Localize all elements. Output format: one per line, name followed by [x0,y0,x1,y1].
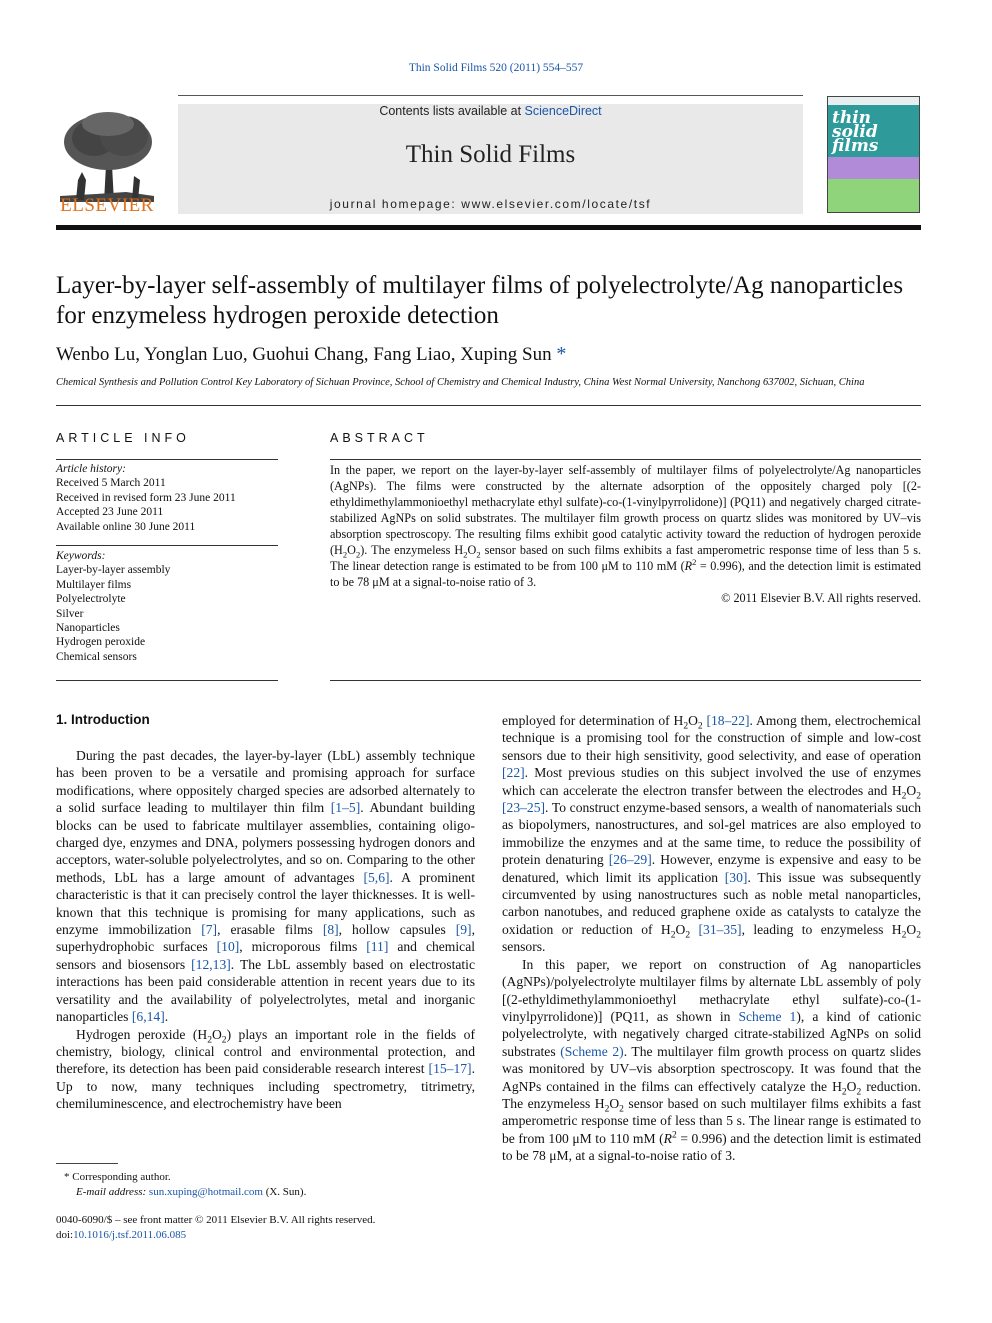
keyword-item: Chemical sensors [56,650,137,663]
footnote-star: * [64,1171,70,1183]
body-column-left [56,747,475,1113]
article-title: Layer-by-layer self-assembly of multilayer films of polyelectrolyte/Ag nanoparticles for enzymeless hydrogen peroxide detection [56,272,904,329]
author-list [56,343,566,366]
keywords-rule [56,545,278,546]
keyword-item: Layer-by-layer assembly [56,564,171,577]
journal-homepage[interactable]: journal homepage: www.elsevier.com/locate/tsf [329,197,652,211]
info-bottom-rule [56,680,278,681]
article-history [56,462,236,534]
body-paragraph: In this paper, we report on construction of Ag nanoparticles (AgNPs)/polyelectrolyte multilayer films by alternate LbL assembly of poly [(2-ethyldimethylammonioethyl methacrylate ethyl sulfate)-co-(1-vinylpyrrolidone)] (PQ11, as shown in Scheme 1), a kind of cationic polyelectrolyte, with negatively charged citrate-stabilized AgNPs on solid substrates (Scheme 2). The multilayer film growth process on quartz slides was monitored by UV–vis absorption spectroscopy. It was found that the AgNPs contained in the films can effectively catalyze the $H_2O_2$ reduction. The enzymeless $H_2O_2$ sensor based on such multilayer films exhibits a fast amperometric response time of less than 5 s. The linear range is estimated to be from 100 μM to 110 mM $(R^2 = 0.996)$ and the detection limit is estimated to be 78 μM, at a signal-to-noise ratio of 3. [502,956,922,1164]
issn-line: 0040-6090/$ – see front matter © 2011 Elsevier B.V. All rights reserved. [56,1214,376,1226]
article-info-rule [56,459,278,460]
publication-footnote [56,1213,375,1243]
body-paragraph: During the past decades, the layer-by-layer (LbL) assembly technique has been proven to be a versatile and promising approach for surface modifications, where oppositely charged species are adsorbed alternately to a solid surface leading to multilayer thin film [1–5]. Abundant building blocks can be used to fabricate multilayer assemblies, containing oligo-charged dye, enzymes and DNA, polymers possessing hydrogen donors and acceptors, water-soluble polyelectrolytes, and so on. Comparing to the other methods, LbL has a large amount of advantages [5,6]. A prominent characteristic is that it can precisely control the layer thicknesses. It is well-known that this technique is promising for many applications, such as enzyme immobilization [7], erasable films [8], hollow capsules [9], superhydrophobic surfaces [10], microporous films [11] and chemical sensors and biosensors [12,13]. The LbL assembly based on electrostatic interactions has been paid considerable attention in recent years due to its versatility and the availability of polyelectrolytes, metal and inorganic nanoparticles [6,14]. [56,748,476,1025]
abstract-top-rule [330,459,921,460]
history-revised: Received in revised form 23 June 2011 [56,491,236,504]
contents-prefix: Contents lists available at [379,104,525,118]
cover-purple-band [828,157,919,179]
abstract-copyright: © 2011 Elsevier B.V. All rights reserved. [721,591,921,605]
article-info-heading: ARTICLE INFO [56,431,190,445]
cover-title: thin solid films [832,108,879,156]
keyword-item: Multilayer films [56,578,132,591]
authors-text: Wenbo Lu, Yonglan Luo, Guohui Chang, Fang Liao, Xuping Sun [56,344,552,365]
header-thick-rule [56,225,921,230]
keyword-item: Nanoparticles [56,622,120,635]
keyword-item: Hydrogen peroxide [56,636,146,649]
email-link[interactable]: sun.xuping@hotmail.com [148,1186,263,1198]
affiliation: Chemical Synthesis and Pollution Control Key Laboratory of Sichuan Province, School of Chemistry and Chemical Industry, China West Normal University, Nanchong 637002, Sichuan, China [56,377,865,388]
abstract-bottom-rule [330,680,921,681]
banner-top-rule [178,95,803,96]
history-received: Received 5 March 2011 [56,477,166,490]
contents-line [178,104,803,118]
keywords-label: Keywords: [56,550,106,562]
cover-top-band [828,97,919,105]
email-label: E-mail address: [76,1186,147,1198]
keyword-item: Silver [56,607,84,620]
body-paragraph: employed for determination of $H_2O_2$ [18–22]. Among them, electrochemical technique is a promising tool for the construction of simple and low-cost sensors due to their high sensitivity, good selectivity, and ease of operation [22]. Most previous studies on this subject involved the use of enzymes which can accelerate the electron transfer between the electrodes and $H_2O_2$ [23–25]. To construct enzyme-based sensors, a wealth of nanomaterials such as biopolymers, nanostructures, and sol-gel matrices are also employed to immobilize the enzymes and at the same time, to reduce the possibility of protein denaturing [26–29]. However, enzyme is expensive and easy to be denatured, which limit its application [30]. This issue was subsequently circumvented by using nanostructures such as noble metal nanoparticles, carbon nanotubes, and reduced graphene oxide as catalysts to catalyze the oxidation or reduction of $H_2O_2$ [31–35], leading to enzymeless $H_2O_2$ sensors. [502,713,922,955]
corresponding-footnote [56,1170,306,1200]
cover-green-band [828,179,919,213]
journal-cover-thumbnail[interactable] [827,96,920,213]
corresponding-author-mark[interactable]: * [556,343,567,365]
affiliation-rule [56,405,921,406]
keywords [56,549,170,664]
keyword-item: Polyelectrolyte [56,593,126,606]
elsevier-wordmark: ELSEVIER [60,195,154,216]
abstract-text [330,462,921,606]
history-accepted: Accepted 23 June 2011 [56,506,164,519]
doi-link[interactable]: 10.1016/j.tsf.2011.06.085 [73,1229,187,1241]
history-label: Article history: [56,463,126,475]
doi-label: doi: [56,1229,74,1241]
abstract-paragraph: In the paper, we report on the layer-by-layer self-assembly of multilayer films of polyelectrolyte/Ag nanoparticles (AgNPs). The films were constructed by the alternate adsorption of the oppositely charged poly [(2-ethyldimethylammonioethyl methacrylate ethyl sulfate)-co-(1-vinylpyrrolidone)] (PQ11) and negatively charged citrate-stabilized AgNPs on solid substrates. The multilayer film growth process on quartz slides was monitored by UV–vis absorption spectroscopy. The resulting films exhibit good catalytic activity toward the reduction of hydrogen peroxide $(H_2O_2)$. The enzymeless $H_2O_2$ sensor based on such films exhibits a fast amperometric response time of less than 5 s. The linear detection range is estimated to be from 100 μM to 110 mM $(R^2 = 0.996)$, and the detection limit is estimated to be 78 μM at a signal-to-noise ratio of 3. [330,463,922,589]
abstract-heading: ABSTRACT [330,431,429,445]
journal-name: Thin Solid Films [405,141,576,168]
sciencedirect-link[interactable]: ScienceDirect [524,104,602,118]
journal-citation[interactable]: Thin Solid Films 520 (2011) 554–557 [408,62,584,74]
body-paragraph: Hydrogen peroxide $(H_2O_2)$ plays an important role in the fields of chemistry, biology, clinical control and environmental protection, and therefore, its detection has been paid considerable research interest [15–17]. Up to now, many techniques including spectrometry, titrimetry, chemiluminescence, and electrochemistry have been [56,1026,476,1112]
corresponding-label: Corresponding author. [72,1171,171,1183]
history-online: Available online 30 June 2011 [56,520,196,533]
email-suffix: (X. Sun). [265,1186,307,1198]
footnote-rule [56,1163,118,1164]
introduction-heading: 1. Introduction [56,712,150,727]
body-column-right [502,712,921,1165]
